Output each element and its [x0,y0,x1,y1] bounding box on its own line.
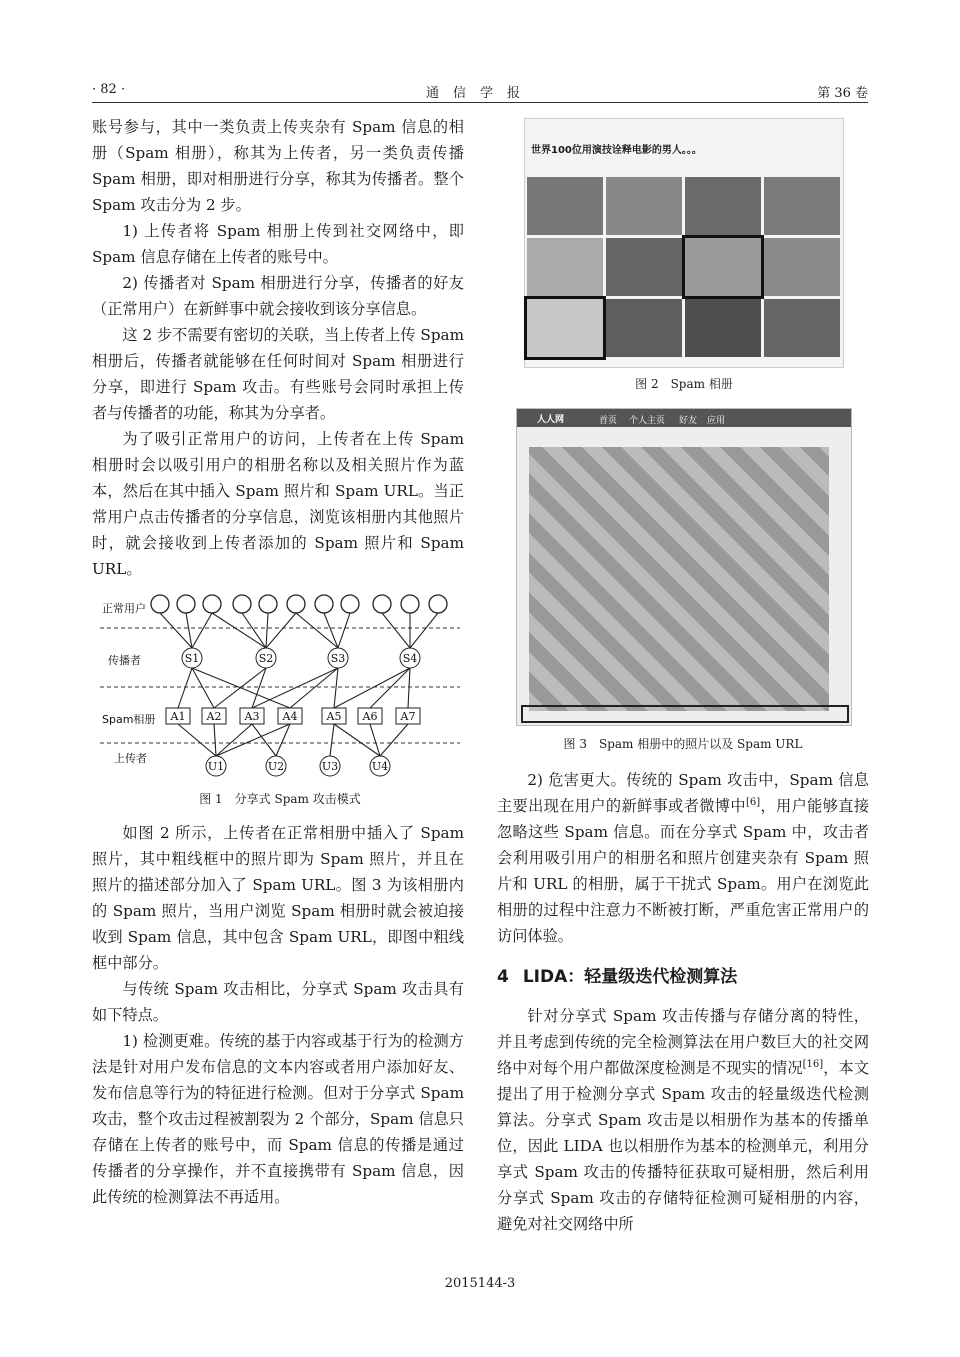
normal-user-node [203,595,221,613]
right-column-bottom [497,1003,869,1237]
edge [212,613,266,648]
album-node-label: A6 [362,710,378,723]
edge [242,613,266,648]
figure-3-screenshot [516,408,852,726]
edge [410,613,438,648]
album-node-label: A5 [326,710,342,723]
row-label-uploaders: 上传者 [114,752,147,765]
edge [178,668,192,708]
paragraph: 与传统 Spam 攻击相比，分享式 Spam 攻击具有如下特点。 [92,980,464,1024]
paragraph: 2) 传播者对 Spam 相册进行分享，传播者的好友（正常用户）在新鲜事中就会接收到该分享信息。 [92,274,464,318]
page-header [92,82,868,102]
site-logo: 人人网 [537,415,565,425]
paragraph: 1) 上传者将 Spam 相册上传到社交网络中，即 Spam 信息存储在上传者的账号中。 [92,222,464,266]
page-footer: 2015144-3 [444,1276,516,1291]
edge [192,613,212,648]
edge [192,668,214,708]
uploader-node-label: U3 [321,760,339,773]
edge [296,613,338,648]
paragraph: 针对分享式 Spam 攻击传播与存储分离的特性，并且考虑到传统的完全检测算法在用户数巨大的社交网络中对每个用户都做深度检测是不现实的情况[16]，本文提出了用于检测分享式 Spam 攻击的轻量级迭代检测算法。分享式 Spam 攻击是以相册作为基本的传播单位，因此 LIDA 也以相册作为基本的检测单元，利用分享式 Spam 攻击的传播特征获取可疑相册，然后利用分享式 Spam 攻击的存储特征检测可疑相册的内容，避免对社交网络中所 [497,1007,869,1233]
figure-3-caption: 图 3 Spam 相册中的照片以及 Spam URL [563,737,803,751]
photo-grid [527,177,840,357]
edge [408,668,410,708]
edge [216,724,252,756]
album-title: 世界100位用演技诠释电影的男人。。。 [531,145,702,156]
normal-user-node [287,595,305,613]
album-node-label: A1 [170,710,186,723]
row-label-spreaders: 传播者 [108,654,141,667]
paragraph: 如图 2 所示，上传者在正常相册中插入了 Spam 照片，其中粗线框中的照片即为 Spam 照片，并且在照片的描述部分加入了 Spam URL。图 3 为该相册内的 Spam 照片，当用户浏览 Spam 相册时就会被迫接收到 Spam 信息，其中包含 Spam URL，即图中粗线框中部分。 [92,824,464,972]
edge [216,724,290,756]
album-node-label: A4 [282,710,298,723]
edge [214,724,216,756]
photo [764,299,840,357]
section-heading: 4 LIDA：轻量级迭代检测算法 [497,967,738,987]
normal-user-node [429,595,447,613]
spam-photo [685,238,761,296]
paragraph: 1) 检测更难。传统的基于内容或基于行为的检测方法是针对用户发布信息的文本内容或者用户添加好友、发布信息等行为的特征进行检测。但对于分享式 Spam 攻击，整个攻击过程被割裂为 2 个部分，Spam 信息只存储在上传者的账号中，而 Spam 信息的传播是通过传播者的分享操作，并不直接携带有 Spam 信息，因此传统的检测算法不再适用。 [92,1032,464,1206]
normal-user-node [315,595,333,613]
right-column-top [497,767,869,949]
normal-user-node [177,595,195,613]
spreader-node-label: S3 [330,652,346,665]
spreader-node-label: S2 [258,652,274,665]
left-column-top [92,114,464,582]
spreader-node-label: S4 [402,652,418,665]
spam-photo [527,299,603,357]
album-node-label: A2 [206,710,222,723]
photo [527,177,603,235]
page-number: · 82 · [92,82,126,97]
normal-user-node [341,595,359,613]
edge [178,724,216,756]
paragraph: 为了吸引正常用户的访问，上传者在上传 Spam 相册时会以吸引用户的相册名称以及相关照片作为蓝本，然后在其中插入 Spam 照片和 Spam URL。当正常用户点击传播者的分享信息，浏览该相册内其他照片时，就会接收到上传者添加的 Spam 照片和 Spam URL。 [92,430,464,578]
photo [606,299,682,357]
edge [382,613,410,648]
journal-name: 通信学报 [425,86,534,101]
edge [252,724,276,756]
volume-label: 第 36 卷 [817,86,868,101]
edge [334,724,380,756]
header-rule [92,102,868,103]
normal-user-node [233,595,251,613]
edge [334,668,410,708]
edge [192,668,290,708]
edge [370,724,380,756]
album-node-label: A3 [244,710,260,723]
nav-item: 个人主页 [629,416,666,426]
photo [685,299,761,357]
figure-1-caption: 图 1 分享式 Spam 攻击模式 [199,792,361,806]
paragraph: 2) 危害更大。传统的 Spam 攻击中，Spam 信息主要出现在用户的新鲜事或者微博中[6]，用户能够直接忽略这些 Spam 信息。而在分享式 Spam 中，攻击者会利用吸引用户的相册名和照片创建夹杂有 Spam 照片和 URL 的相册，属于干扰式 Spam。用户在浏览此相册的过程中注意力不断被打断，严重危害正常用户的访问体验。 [497,771,870,945]
figure-2-screenshot [524,118,844,368]
photo [764,238,840,296]
uploader-node-label: U4 [371,760,389,773]
photo [764,177,840,235]
figure-2-caption: 图 2 Spam 相册 [635,377,733,391]
edge [266,613,296,648]
edge [370,668,410,708]
normal-user-node [151,595,169,613]
row-label-normal-users: 正常用户 [102,602,146,615]
photo [527,238,603,296]
photo [606,238,682,296]
nav-item: 首页 [599,416,618,426]
row-label-albums: Spam相册 [102,713,156,726]
spam-url-highlight [521,705,849,723]
spreader-node-label: S1 [184,652,200,665]
photo [685,177,761,235]
edge [330,724,334,756]
paragraph: 这 2 步不需要有密切的关联，当上传者上传 Spam 相册后，传播者就能够在任何时间对 Spam 相册进行分享，即进行 Spam 攻击。有些账号会同时承担上传者与传播者的功能，称其为分享者。 [92,326,464,422]
photo [606,177,682,235]
edge [252,668,338,708]
normal-user-node [373,595,391,613]
nav-item: 应用 [707,416,726,426]
edge [266,613,268,648]
uploader-node-label: U1 [207,760,225,773]
edge [338,613,350,648]
edge [290,668,338,708]
nav-item: 好友 [679,416,698,426]
edge [334,668,338,708]
paragraph: 账号参与，其中一类负责上传夹杂有 Spam 信息的相册（Spam 相册），称其为上传者，另一类负责传播 Spam 相册，即对相册进行分享，称其为传播者。整个 Spam 攻击分为 2 步。 [92,118,464,214]
site-navbar [517,409,851,427]
normal-user-node [401,595,419,613]
uploader-node-label: U2 [267,760,285,773]
normal-user-node [259,595,277,613]
edge [380,724,408,756]
spam-photo-collage [529,447,829,711]
left-column-bottom [92,820,464,1210]
album-node-label: A7 [400,710,416,723]
figure-1-diagram [100,592,460,784]
